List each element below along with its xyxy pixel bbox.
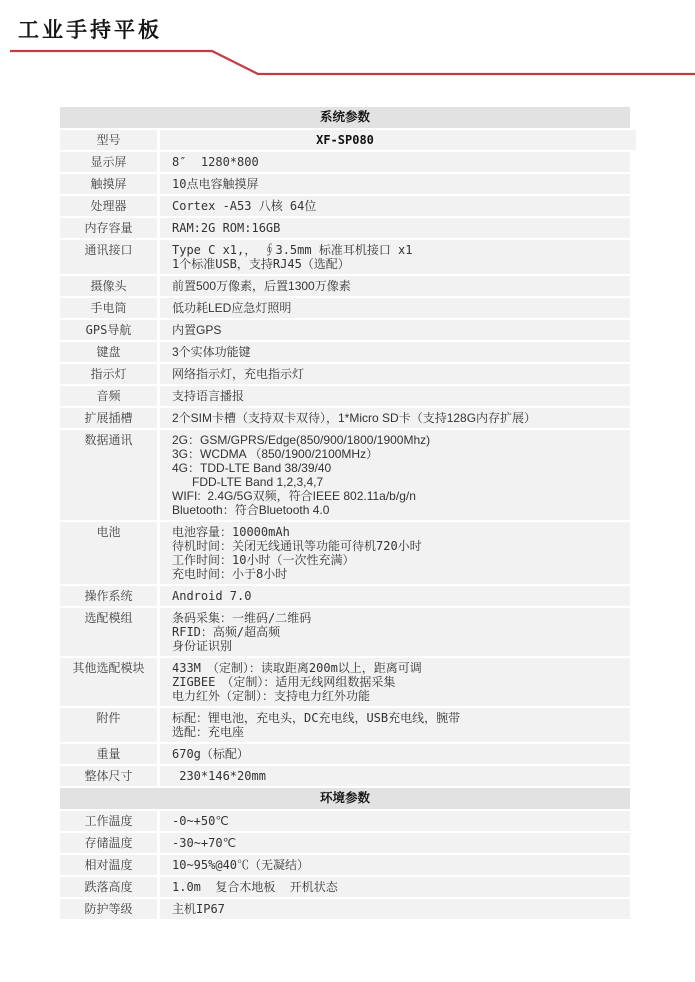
spec-value-line: 230*146*20mm	[172, 769, 266, 783]
spec-value-line: 电力红外（定制）：支持电力红外功能	[172, 689, 371, 703]
spec-value	[160, 298, 630, 318]
section-header: 系统参数	[60, 107, 630, 128]
spec-value-line: 电池容量：10000mAh	[172, 525, 290, 539]
spec-label: 显示屏	[60, 152, 157, 172]
spec-label: 数据通讯	[60, 430, 157, 520]
spec-value	[160, 658, 630, 706]
spec-label: 工作温度	[60, 811, 157, 831]
spec-label: GPS导航	[60, 320, 157, 340]
spec-label: 音频	[60, 386, 157, 406]
spec-value	[160, 877, 630, 897]
red-divider-line	[0, 0, 695, 82]
spec-row	[60, 276, 630, 296]
spec-row	[60, 586, 630, 606]
spec-value-line: 支持语言播报	[172, 389, 245, 403]
spec-label: 防护等级	[60, 899, 157, 919]
spec-value	[160, 408, 630, 428]
spec-label: 重量	[60, 744, 157, 764]
spec-label: 整体尺寸	[60, 766, 157, 786]
spec-value-line: 网络指示灯，充电指示灯	[172, 367, 305, 381]
spec-row	[60, 174, 630, 194]
spec-value-line: 身份证识别	[172, 639, 233, 653]
spec-value-line: 2G：GSM/GPRS/Edge(850/900/1800/1900Mhz)	[172, 433, 431, 447]
spec-value-line: Type C x1,， ∮3.5mm 标准耳机接口 x1	[172, 243, 413, 257]
spec-value-line: 待机时间：关闭无线通讯等功能可待机720小时	[172, 539, 422, 553]
spec-value-line: Android 7.0	[172, 589, 252, 603]
spec-row	[60, 130, 630, 150]
spec-value-line: 前置500万像素，后置1300万像素	[172, 279, 351, 293]
spec-value	[160, 196, 630, 216]
spec-value	[160, 586, 630, 606]
spec-value-line: Bluetooth：符合Bluetooth 4.0	[172, 503, 330, 517]
spec-value-line: RFID：高频/超高频	[172, 625, 281, 639]
spec-label: 触摸屏	[60, 174, 157, 194]
spec-label: 摄像头	[60, 276, 157, 296]
spec-label: 操作系统	[60, 586, 157, 606]
spec-row	[60, 708, 630, 742]
spec-row	[60, 386, 630, 406]
spec-value	[160, 174, 630, 194]
spec-value	[160, 430, 630, 520]
spec-label: 指示灯	[60, 364, 157, 384]
spec-value	[160, 152, 630, 172]
spec-label: 相对温度	[60, 855, 157, 875]
spec-value-line: 3G：WCDMA （850/1900/2100MHz）	[172, 447, 379, 461]
spec-value-line: WIFI: 2.4G/5G双频，符合IEEE 802.11a/b/g/n	[172, 489, 416, 503]
spec-value	[160, 811, 630, 831]
spec-value-line: 条码采集：一维码/二维码	[172, 611, 312, 625]
spec-row	[60, 766, 630, 786]
spec-row	[60, 320, 630, 340]
spec-row	[60, 240, 630, 274]
spec-value-line: 1.0m 复合木地板 开机状态	[172, 880, 338, 894]
spec-row	[60, 298, 630, 318]
spec-row	[60, 899, 630, 919]
spec-row	[60, 342, 630, 362]
spec-value-line: 3个实体功能键	[172, 345, 251, 359]
spec-value-line: 低功耗LED应急灯照明	[172, 301, 292, 315]
spec-value-line: 工作时间：10小时（一次性充满）	[172, 553, 355, 567]
spec-value	[160, 240, 630, 274]
spec-value-line: -30~+70℃	[172, 836, 237, 850]
section-header: 环境参数	[60, 788, 630, 809]
spec-value	[160, 744, 630, 764]
spec-label: 内存容量	[60, 218, 157, 238]
spec-value-line: ZIGBEE （定制）：适用无线网组数据采集	[172, 675, 396, 689]
spec-value	[160, 522, 630, 584]
spec-label: 通讯接口	[60, 240, 157, 274]
spec-label: 处理器	[60, 196, 157, 216]
spec-label: 附件	[60, 708, 157, 742]
spec-value-line: 433M （定制）：读取距离200m以上，距离可调	[172, 661, 422, 675]
spec-label: 型号	[60, 130, 157, 150]
spec-row	[60, 744, 630, 764]
spec-value	[160, 708, 630, 742]
spec-value	[160, 855, 630, 875]
spec-value	[160, 608, 630, 656]
spec-label: 跌落高度	[60, 877, 157, 897]
spec-row	[60, 877, 630, 897]
spec-label: 手电筒	[60, 298, 157, 318]
page-title: 工业手持平板	[18, 17, 162, 42]
spec-value	[160, 130, 636, 150]
spec-label: 存储温度	[60, 833, 157, 853]
spec-value	[160, 364, 630, 384]
spec-value	[160, 833, 630, 853]
spec-row	[60, 658, 630, 706]
spec-value-line: RAM:2G ROM:16GB	[172, 221, 281, 235]
spec-value-line: FDD-LTE Band 1,2,3,4,7	[172, 475, 324, 489]
spec-row	[60, 152, 630, 172]
spec-value-line: 8″ 1280*800	[172, 155, 259, 169]
spec-value-line: Cortex -A53 八核 64位	[172, 199, 317, 213]
spec-value-line: 10点电容触摸屏	[172, 177, 259, 191]
spec-label: 键盘	[60, 342, 157, 362]
spec-label: 选配模组	[60, 608, 157, 656]
spec-value	[160, 276, 630, 296]
spec-value-line: 充电时间：小于8小时	[172, 567, 288, 581]
spec-value-line: 内置GPS	[172, 323, 222, 337]
spec-value-line: 10~95%@40℃（无凝结）	[172, 858, 310, 872]
spec-value-line: 标配：锂电池，充电头，DC充电线，USB充电线，腕带	[172, 711, 461, 725]
spec-row	[60, 218, 630, 238]
spec-value	[160, 386, 630, 406]
spec-row	[60, 608, 630, 656]
spec-value-line: 主机IP67	[172, 902, 225, 916]
spec-value-line: 4G：TDD-LTE Band 38/39/40	[172, 461, 332, 475]
spec-row	[60, 855, 630, 875]
spec-label: 电池	[60, 522, 157, 584]
spec-value-line: 选配：充电座	[172, 725, 245, 739]
spec-row	[60, 196, 630, 216]
spec-value-line: -0~+50℃	[172, 814, 229, 828]
spec-row	[60, 430, 630, 520]
spec-row	[60, 364, 630, 384]
spec-value	[160, 766, 630, 786]
spec-value-line: 1个标准USB，支持RJ45（选配）	[172, 257, 350, 271]
spec-value	[160, 342, 630, 362]
spec-row	[60, 811, 630, 831]
spec-label: 扩展插槽	[60, 408, 157, 428]
spec-value-line: 670g（标配）	[172, 747, 249, 761]
spec-value	[160, 899, 630, 919]
spec-row	[60, 408, 630, 428]
spec-value	[160, 320, 630, 340]
spec-row	[60, 833, 630, 853]
spec-value	[160, 218, 630, 238]
spec-label: 其他选配模块	[60, 658, 157, 706]
spec-row	[60, 522, 630, 584]
spec-value-line: XF-SP080	[316, 133, 374, 147]
spec-table	[60, 107, 630, 921]
spec-value-line: 2个SIM卡槽（支持双卡双待），1*Micro SD卡（支持128G内存扩展）	[172, 411, 537, 425]
